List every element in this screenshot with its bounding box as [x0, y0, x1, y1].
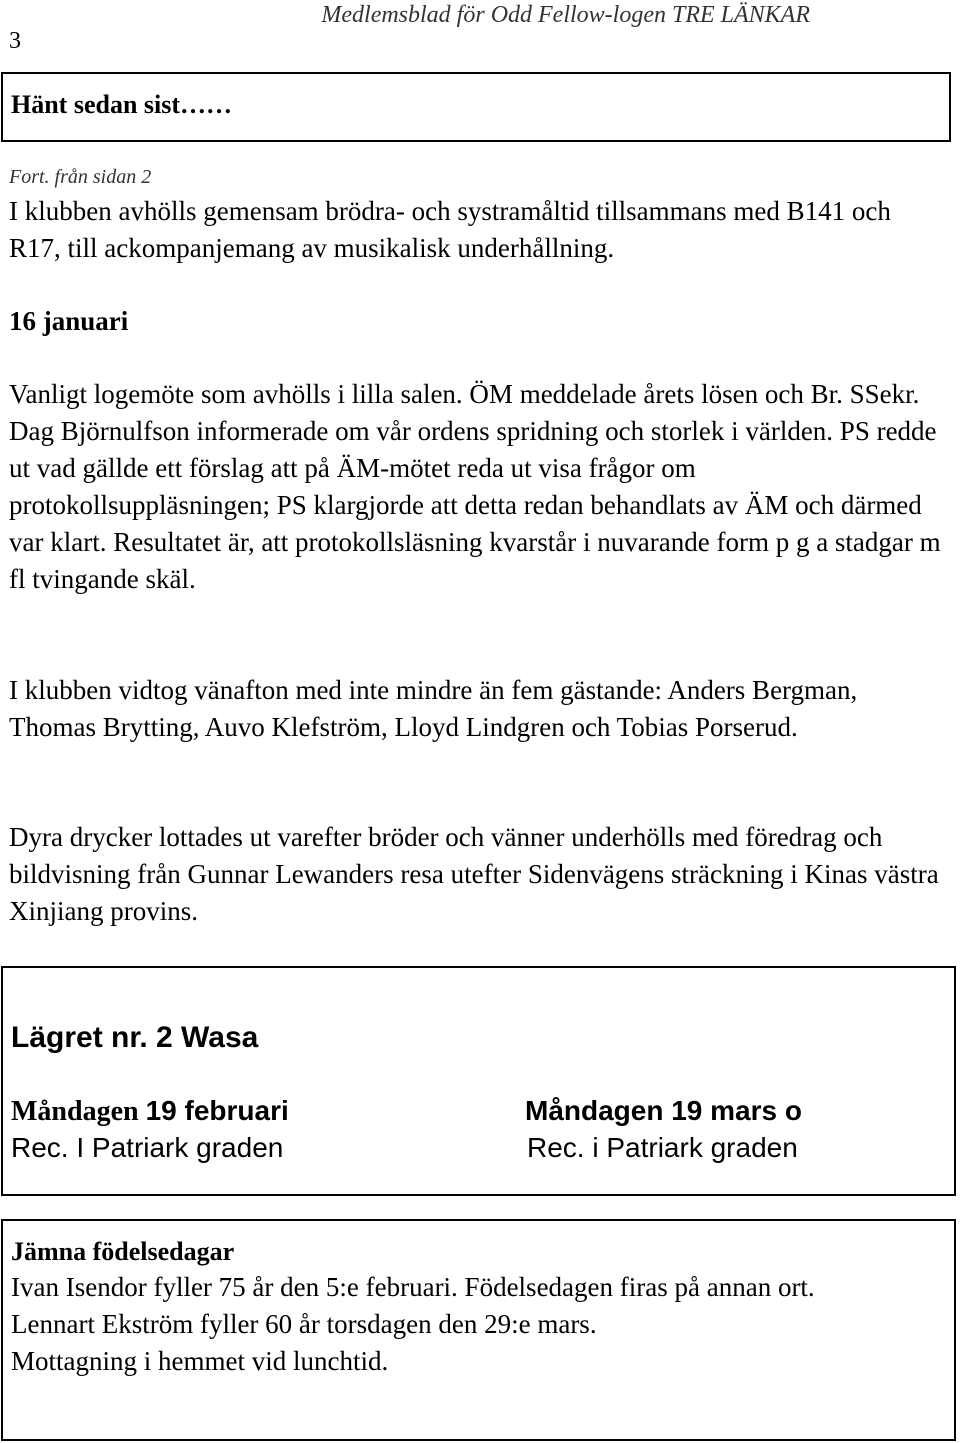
section-title: Hänt sedan sist…… [11, 90, 233, 119]
continuation-note: Fort. från sidan 2 [9, 166, 152, 188]
wasa-right-date: Måndagen 19 mars o [525, 1095, 802, 1126]
paragraph-drinks: Dyra drycker lottades ut varefter bröder och vänner underhölls med föredrag och bildvisning från Gunnar Lewanders resa utefter Sidenvägens sträckning i Kinas västra Xinjiang provins. [9, 822, 939, 926]
birthday-line-3: Mottagning i hemmet vid lunchtid. [11, 1346, 389, 1376]
wasa-box [1, 966, 956, 1196]
birthdays-box [1, 1219, 956, 1441]
birthdays-text [11, 1269, 946, 1380]
wasa-left-degree: Rec. I Patriark graden [11, 1132, 284, 1163]
section-header-box [1, 72, 951, 142]
page-number: 3 [9, 28, 21, 54]
wasa-title: Lägret nr. 2 Wasa [11, 1021, 259, 1054]
birthday-line-1: Ivan Isendor fyller 75 år den 5:e februari. Födelsedagen firas på annan ort. [11, 1272, 815, 1302]
birthday-line-2: Lennart Ekström fyller 60 år torsdagen den 29:e mars. [11, 1309, 597, 1339]
wasa-right-degree: Rec. i Patriark graden [527, 1132, 798, 1163]
date-heading: 16 januari [9, 306, 129, 336]
paragraph-dinner: I klubben avhölls gemensam brödra- och systramåltid tillsammans med B141 och R17, till ackompanjemang av musikalisk underhållning. [9, 196, 891, 263]
wasa-left-date [11, 1095, 289, 1128]
birthdays-title: Jämna födelsedagar [11, 1237, 235, 1266]
wasa-left-date-word: Måndagen [11, 1096, 139, 1127]
paragraph-guests: I klubben vidtog vänafton med inte mindre än fem gästande: Anders Bergman, Thomas Brytting, Auvo Klefström, Lloyd Lindgren och Tobias Porserud. [9, 675, 858, 742]
wasa-left-date-rest: 19 februari [145, 1095, 289, 1126]
paragraph-meeting: Vanligt logemöte som avhölls i lilla salen. ÖM meddelade årets lösen och Br. SSekr. Dag Björnulfson informerade om vår ordens spridning och storlek i världen. PS redde ut vad gällde ett förslag att på ÄM-mötet reda ut visa frågor om protokollsuppläsningen; PS klargjorde att detta redan behandlats av ÄM och därmed var klart. Resultatet är, att protokollsläsning kvarstår i nuvarande form p g a stadgar m fl tvingande skäl. [9, 379, 941, 594]
newsletter-title: Medlemsblad för Odd Fellow-logen TRE LÄNKAR [321, 2, 810, 28]
